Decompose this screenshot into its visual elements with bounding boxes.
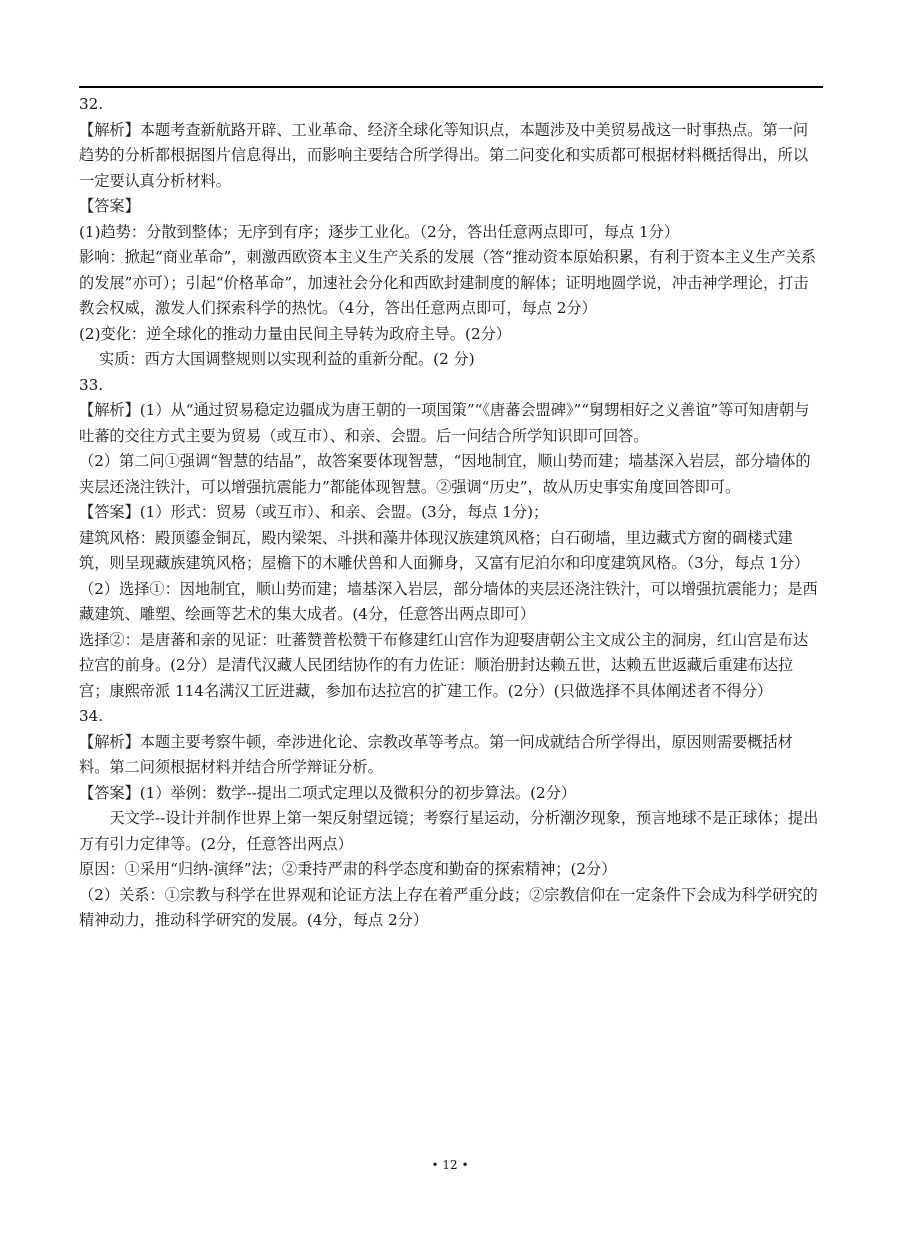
analysis-paragraph: （2）第二问①强调“智慧的结晶”，故答案要体现智慧，“因地制宜，顺山势而建；墙基深入岩层，部分墙体的夹层还浇注铁汁，可以增强抗震能力”都能体现智慧。②强调“历史”，故从历史事实角度回答即可。 [79,452,811,496]
page-number: • 12 • [431,1158,469,1172]
document-body [79,92,823,934]
answer-line: 实质：西方大国调整规则以实现利益的重新分配。(2 分) [79,350,475,368]
answer-line: （2）选择①：因地制宜，顺山势而建；墙基深入岩层，部分墙体的夹层还浇注铁汁，可以增强抗震能力；是西藏建筑、雕塑、绘画等艺术的集大成者。(4分，任意答出两点即可） [79,579,818,623]
answer-line: (2)变化：逆全球化的推动力量由民间主导转为政府主导。(2分） [79,324,511,343]
analysis-paragraph: 【解析】本题考查新航路开辟、工业革命、经济全球化等知识点，本题涉及中美贸易战这一时事热点。第一问趋势的分析都根据图片信息得出，而影响主要结合所学得出。第二问变化和实质都可根据材料概括得出，所以一定要认真分析材料。 [79,120,808,190]
answer-line: 【答案】(1）举例：数学--提出二项式定理以及微积分的初步算法。(2分） [79,783,577,802]
analysis-paragraph: 【解析】(1）从“通过贸易稳定边疆成为唐王朝的一项国策”“《唐蕃会盟碑》”“舅甥相好之义善谊”等可知唐朝与吐蕃的交往方式主要为贸易（或互市）、和亲、会盟。后一问结合所学知识即可回答。 [79,401,810,445]
answer-line: 天文学--设计并制作世界上第一架反射望远镜；考察行星运动，分析潮汐现象，预言地球不是正球体；提出万有引力定律等。(2分，任意答出两点） [79,809,819,853]
answer-line: （2）关系：①宗教与科学在世界观和论证方法上存在着严重分歧；②宗教信仰在一定条件下会成为科学研究的精神动力，推动科学研究的发展。(4分，每点 2分） [79,885,818,929]
answer-line: 影响：掀起“商业革命”，刺激西欧资本主义生产关系的发展（答“推动资本原始积累，有利于资本主义生产关系的发展”亦可）；引起“价格革命”，加速社会分化和西欧封建制度的解体；证明地圆学说，冲击神学理论，打击教会权威，激发人们探索科学的热忱。（4分，答出任意两点即可，每点 2分） [79,248,817,317]
answer-heading: 【答案】 [79,197,140,215]
answer-line: 【答案】(1）形式：贸易（或互市）、和亲、会盟。(3分，每点 1分)； [79,503,549,521]
analysis-paragraph: 【解析】本题主要考察牛顿，牵涉进化论、宗教改革等考点。第一问成就结合所学得出，原因则需要概括材料。第二问须根据材料并结合所学辩证分析。 [79,732,793,776]
answer-line: (1)趋势：分散到整体；无序到有序；逐步工业化。（2分，答出任意两点即可，每点 1分） [79,222,680,241]
question-number: 32. [79,95,104,113]
answer-line: 选择②：是唐蕃和亲的见证：吐蕃赞普松赞干布修建红山宫作为迎娶唐朝公主文成公主的洞房，红山宫是布达拉宫的前身。(2分）是清代汉藏人民团结协作的有力佐证：顺治册封达赖五世，达赖五世返藏后重建布达拉宫；康熙帝派 114名满汉工匠进藏，参加布达拉宫的扩建工作。(2分）(只做选择不具体阐述者不得分） [79,630,808,700]
answer-line: 原因：①采用“归纳-演绎”法；②秉持严肃的科学态度和勤奋的探索精神；(2分） [79,860,617,878]
answer-line: 建筑风格：殿顶鎏金铜瓦，殿内梁架、斗拱和藻井体现汉族建筑风格；白石砌墙，里边藏式方窗的碉楼式建筑，则呈现藏族建筑风格；屋檐下的木雕伏兽和人面狮身，又富有尼泊尔和印度建筑风格。（3分，每点 1分） [79,528,810,572]
question-number: 34. [79,707,104,725]
question-number: 33. [79,375,104,394]
top-rule [79,86,823,88]
